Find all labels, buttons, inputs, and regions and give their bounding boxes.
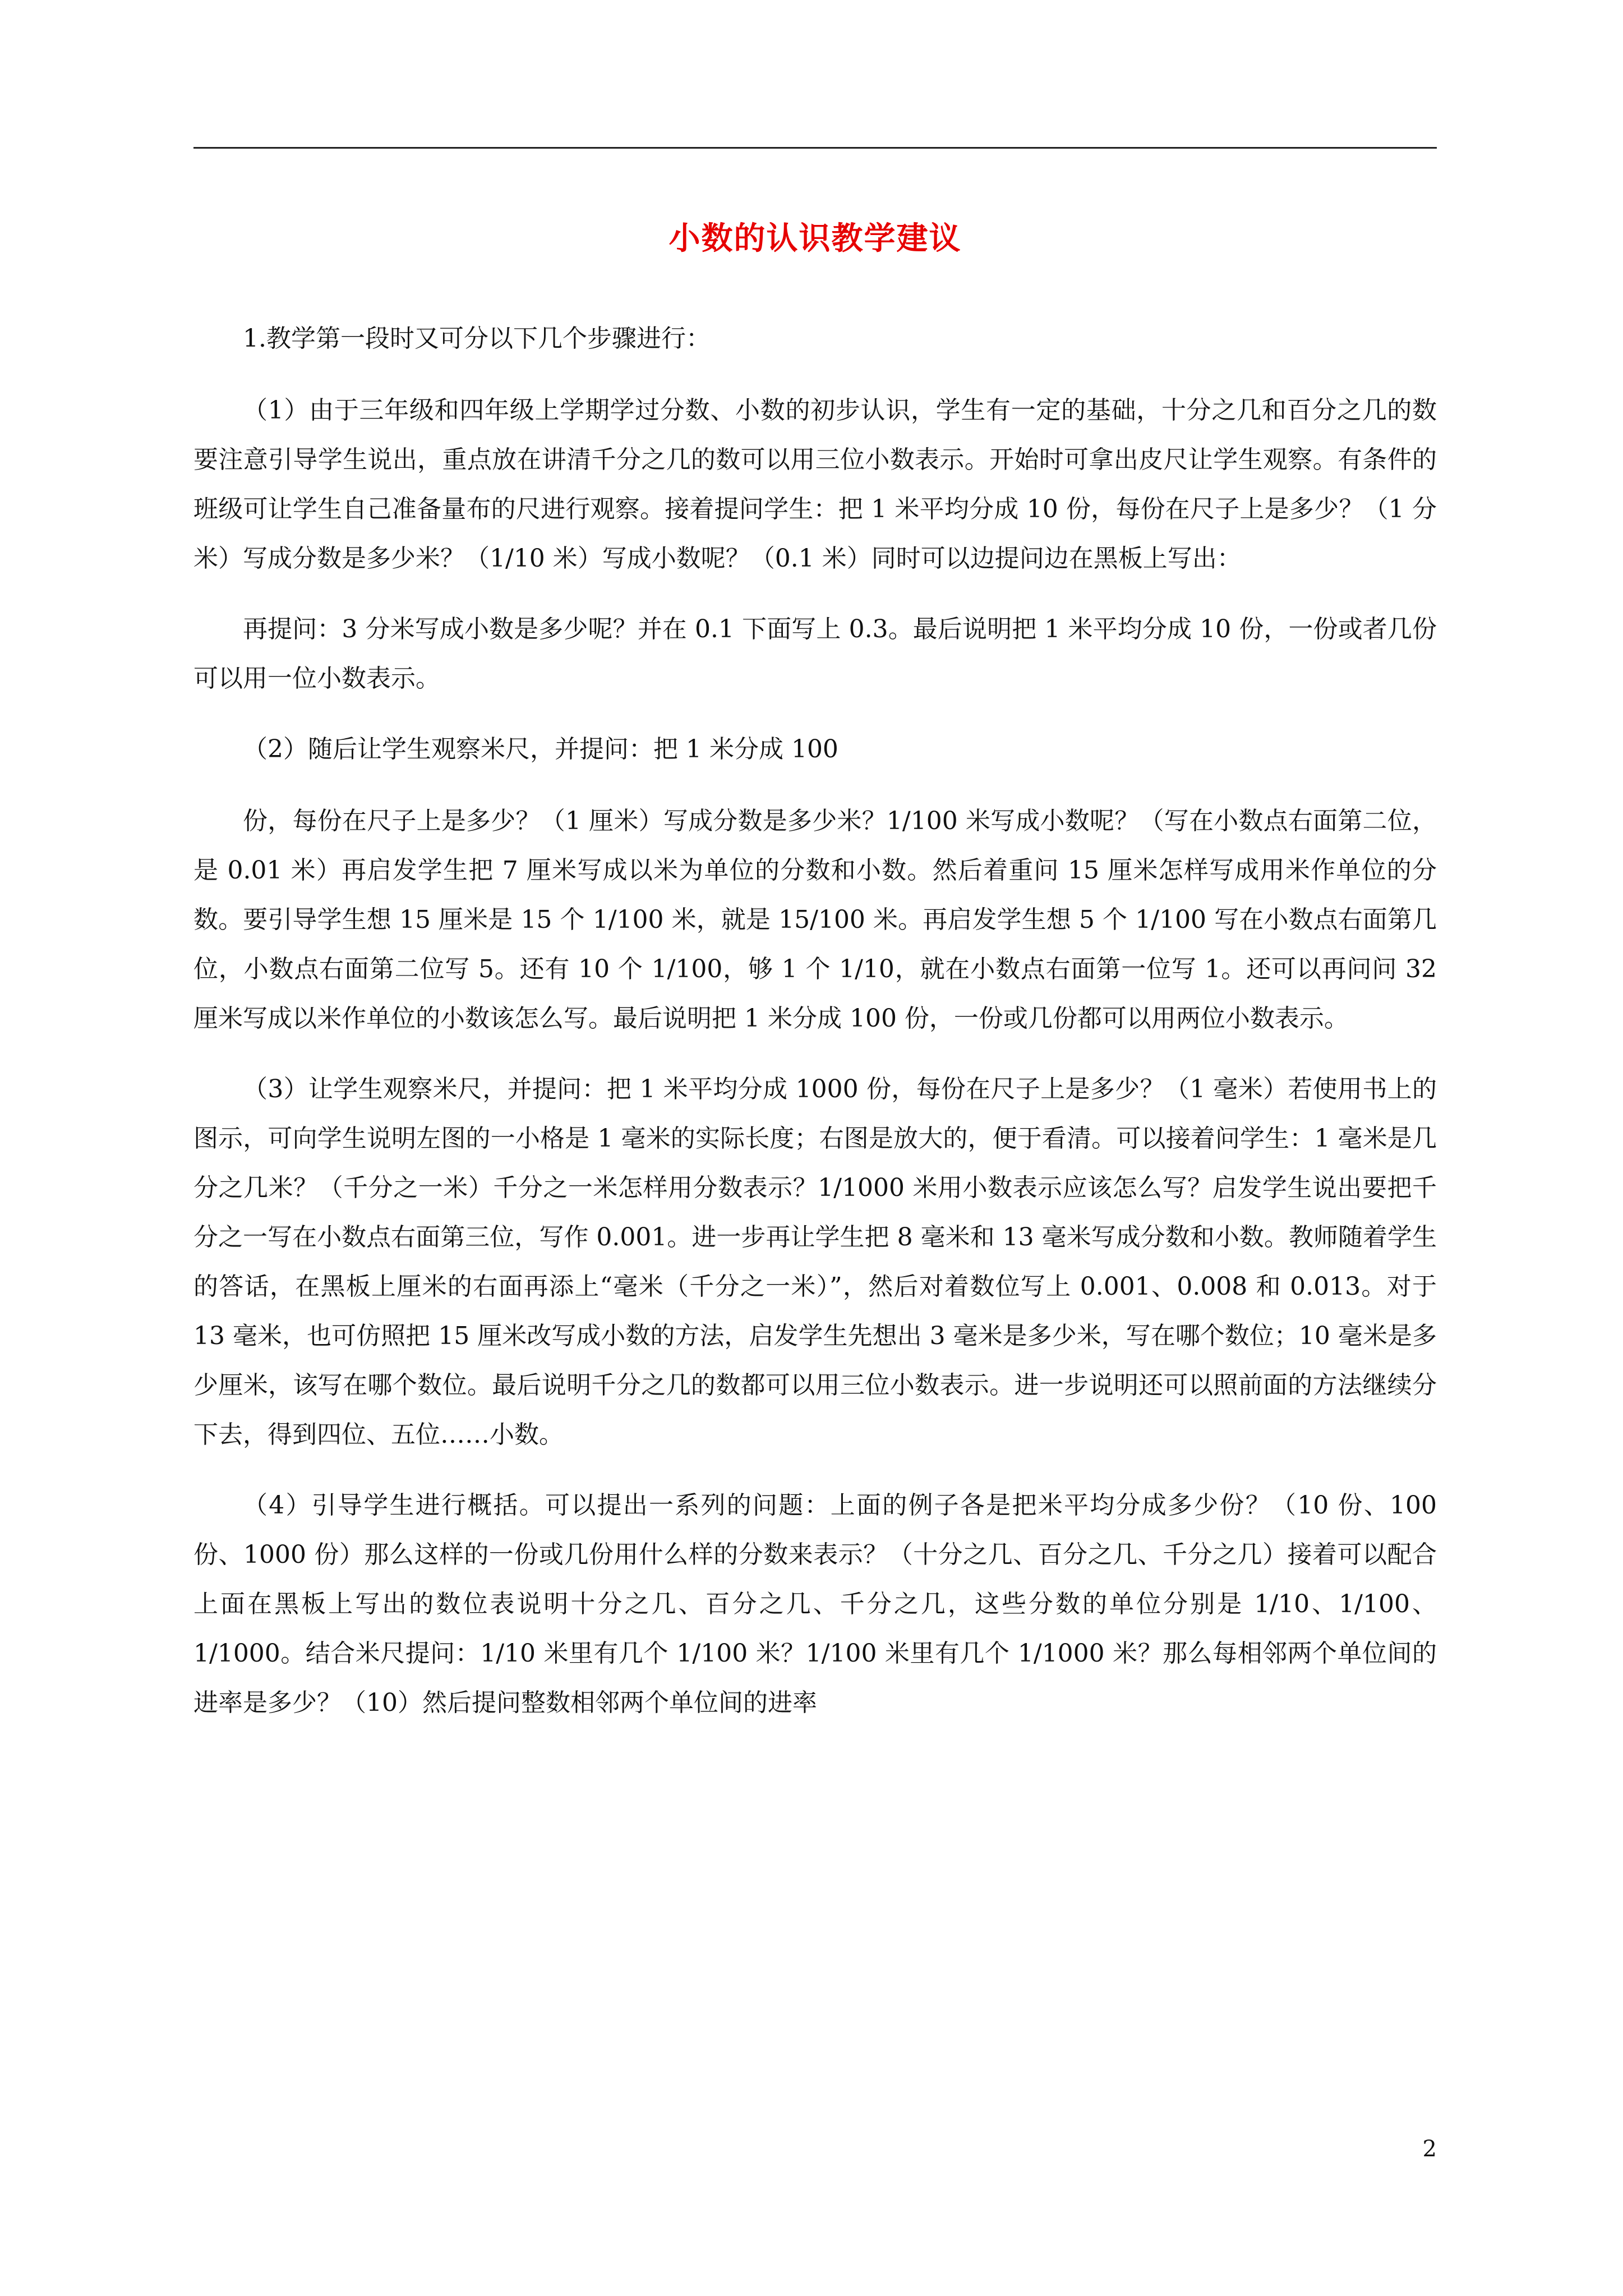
paragraph-step-2-continued: 份，每份在尺子上是多少？（1 厘米）写成分数是多少米？1/100 米写成小数呢？（写在小数点右面第二位，是 0.01 米）再启发学生把 7 厘米写成以米为单位的分数和小数。然后着重问 15 厘米怎样写成用米作单位的分数。要引导学生想 15 厘米是 15 个 1/100 米，就是 15/100 米。再启发学生想 5 个 1/100 写在小数点右面第几位，小数点右面第二位写 5。还有 10 个 1/100，够 1 个 1/10，就在小数点右面第一位写 1。还可以再问问 32 厘米写成以米作单位的小数该怎么写。最后说明把 1 米分成 100 份，一份或几份都可以用两位小数表示。 (193, 807, 1437, 1033)
document-body (193, 314, 1437, 1749)
paragraph-step-intro: 1.教学第一段时又可分以下几个步骤进行： (243, 324, 711, 353)
page-number: 2 (1422, 2136, 1437, 2162)
document-title: 小数的认识教学建议 (668, 220, 962, 257)
paragraph-step-2-start: （2）随后让学生观察米尺，并提问：把 1 米分成 100 (243, 735, 838, 763)
header-rule (193, 147, 1437, 149)
paragraph-step-3: （3）让学生观察米尺，并提问：把 1 米平均分成 1000 份，每份在尺子上是多少？（1 毫米）若使用书上的图示，可向学生说明左图的一小格是 1 毫米的实际长度；右图是放大的，便于看清。可以接着问学生：1 毫米是几分之几米？（千分之一米）千分之一米怎样用分数表示？1/1000 米用小数表示应该怎么写？启发学生说出要把千分之一写在小数点右面第三位，写作 0.001。进一步再让学生把 8 毫米和 13 毫米写成分数和小数。教师随着学生的答话，在黑板上厘米的右面再添上“毫米（千分之一米）”，然后对着数位写上 0.001、0.008 和 0.013。对于 13 毫米，也可仿照把 15 厘米改写成小数的方法，启发学生先想出 3 毫米是多少米，写在哪个数位；10 毫米是多少厘米，该写在哪个数位。最后说明千分之几的数都可以用三位小数表示。进一步说明还可以照前面的方法继续分下去，得到四位、五位……小数。 (193, 1075, 1437, 1449)
paragraph-step-1-followup: 再提问：3 分米写成小数是多少呢？并在 0.1 下面写上 0.3。最后说明把 1 米平均分成 10 份，一份或者几份可以用一位小数表示。 (193, 615, 1437, 693)
paragraph-step-1: （1）由于三年级和四年级上学期学过分数、小数的初步认识，学生有一定的基础，十分之几和百分之几的数要注意引导学生说出，重点放在讲清千分之几的数可以用三位小数表示。开始时可拿出皮尺让学生观察。有条件的班级可让学生自己准备量布的尺进行观察。接着提问学生：把 1 米平均分成 10 份，每份在尺子上是多少？（1 分米）写成分数是多少米？（1/10 米）写成小数呢？（0.1 米）同时可以边提问边在黑板上写出： (193, 396, 1437, 573)
paragraph-step-4: （4）引导学生进行概括。可以提出一系列的问题：上面的例子各是把米平均分成多少份？（10 份、100 份、1000 份）那么这样的一份或几份用什么样的分数来表示？（十分之几、百分之几、千分之几）接着可以配合上面在黑板上写出的数位表说明十分之几、百分之几、千分之几，这些分数的单位分别是 1/10、1/100、1/1000。结合米尺提问：1/10 米里有几个 1/100 米？1/100 米里有几个 1/1000 米？那么每相邻两个单位间的进率是多少？（10）然后提问整数相邻两个单位间的进率 (193, 1491, 1437, 1717)
